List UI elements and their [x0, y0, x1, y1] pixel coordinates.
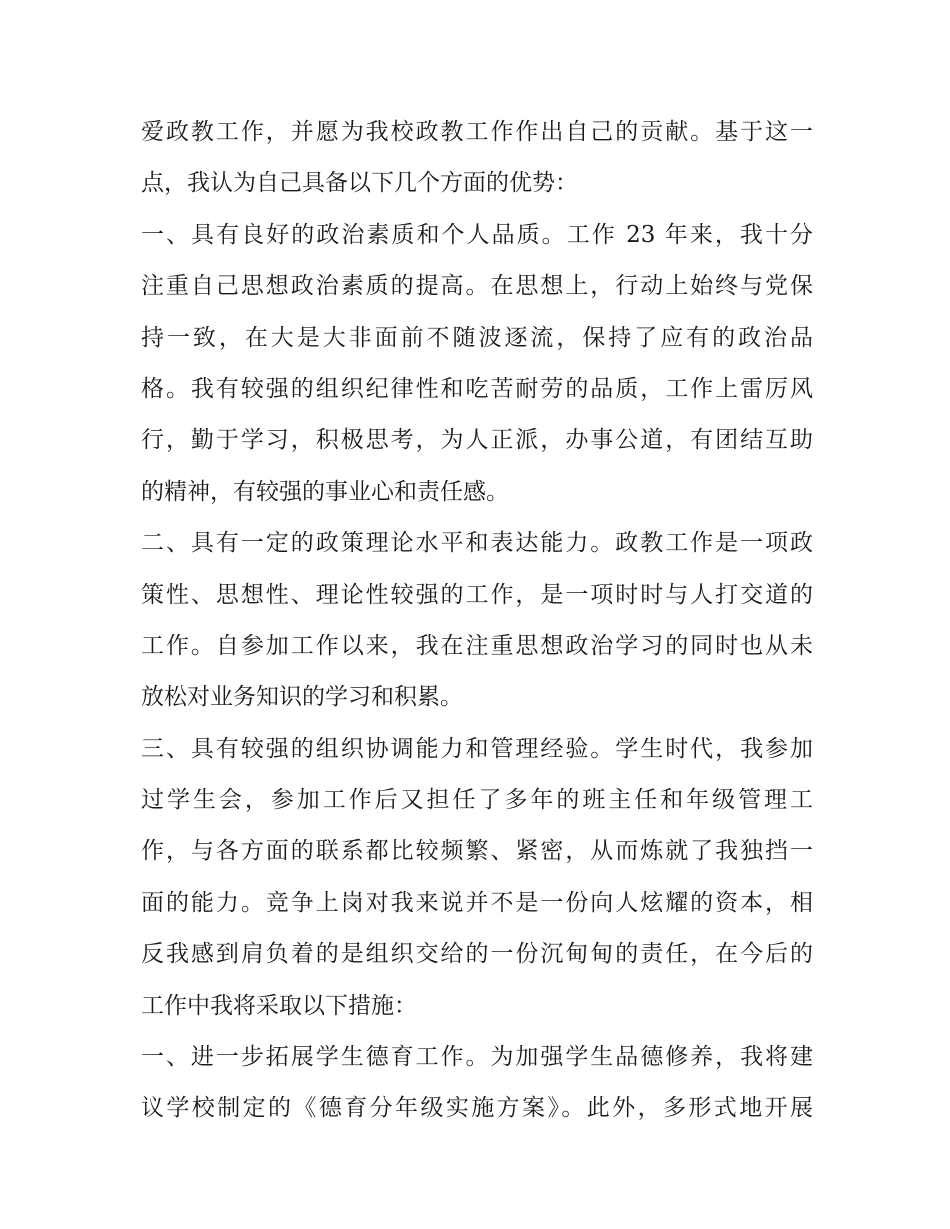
- text-line: 的精神，有较强的事业心和责任感。: [141, 478, 509, 505]
- text-line: 三、具有较强的组织协调能力和管理经验。学生时代，我参加: [141, 735, 813, 762]
- text-line: 策性、思想性、理论性较强的工作，是一项时时与人打交道的: [141, 581, 813, 608]
- document-body: [141, 107, 813, 1135]
- text-line: 持一致，在大是大非面前不随波逐流，保持了应有的政治品: [141, 324, 813, 351]
- text-line: 二、具有一定的政策理论水平和表达能力。政教工作是一项政: [141, 530, 813, 557]
- text-line: 行，勤于学习，积极思考，为人正派，办事公道，有团结互助: [141, 427, 813, 454]
- text-line: 工作。自参加工作以来，我在注重思想政治学习的同时也从未: [141, 632, 813, 659]
- text-line: 爱政教工作，并愿为我校政教工作作出自己的贡献。基于这一: [141, 119, 813, 145]
- text-line: 一、具有良好的政治素质和个人品质。工作 23 年来，我十分: [141, 221, 813, 248]
- text-line: 面的能力。竞争上岗对我来说并不是一份向人炫耀的资本，相: [141, 889, 813, 916]
- text-line: 过学生会，参加工作后又担任了多年的班主任和年级管理工: [141, 787, 813, 814]
- text-line: 工作中我将采取以下措施：: [141, 992, 417, 1019]
- text-line: 放松对业务知识的学习和积累。: [141, 684, 463, 711]
- text-line: 反我感到肩负着的是组织交给的一份沉甸甸的责任，在今后的: [141, 941, 813, 968]
- text-line: 作，与各方面的联系都比较频繁、紧密，从而炼就了我独挡一: [141, 838, 813, 865]
- text-line: 格。我有较强的组织纪律性和吃苦耐劳的品质，工作上雷厉风: [141, 375, 813, 402]
- text-line: 一、进一步拓展学生德育工作。为加强学生品德修养，我将建: [141, 1044, 813, 1071]
- text-line: 点，我认为自己具备以下几个方面的优势：: [141, 170, 578, 197]
- text-line: 议学校制定的《德育分年级实施方案》。此外，多形式地开展: [141, 1095, 813, 1122]
- text-line: 注重自己思想政治素质的提高。在思想上，行动上始终与党保: [141, 273, 813, 300]
